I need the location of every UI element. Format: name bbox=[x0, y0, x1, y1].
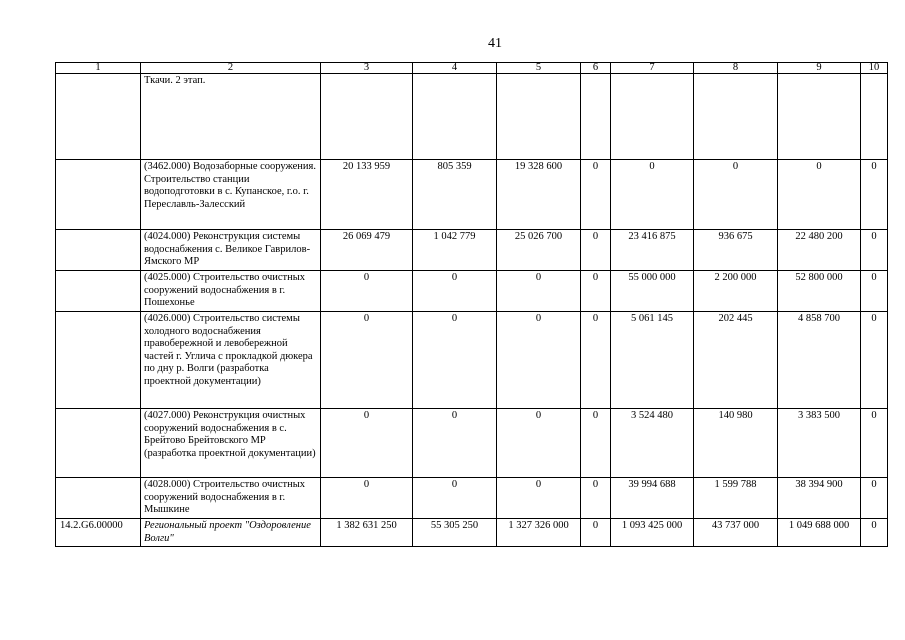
column-number: 4 bbox=[413, 63, 497, 74]
page-number: 41 bbox=[488, 36, 502, 51]
row-value: 0 bbox=[694, 160, 778, 230]
row-value: 0 bbox=[581, 478, 611, 519]
row-value bbox=[861, 74, 888, 160]
row-value: 0 bbox=[413, 271, 497, 312]
row-value: 0 bbox=[611, 160, 694, 230]
row-value: 5 061 145 bbox=[611, 312, 694, 409]
row-name: Региональный проект "Оздоровление Волги" bbox=[141, 519, 321, 547]
column-number: 9 bbox=[778, 63, 861, 74]
column-number: 3 bbox=[321, 63, 413, 74]
table-row bbox=[56, 409, 888, 478]
row-value: 0 bbox=[413, 312, 497, 409]
column-number: 8 bbox=[694, 63, 778, 74]
row-value: 0 bbox=[497, 478, 581, 519]
row-code: 14.2.G6.00000 bbox=[56, 519, 141, 547]
row-value: 805 359 bbox=[413, 160, 497, 230]
row-value: 2 200 000 bbox=[694, 271, 778, 312]
row-value: 0 bbox=[581, 230, 611, 271]
row-value: 25 026 700 bbox=[497, 230, 581, 271]
table-row bbox=[56, 271, 888, 312]
row-code bbox=[56, 230, 141, 271]
column-number: 5 bbox=[497, 63, 581, 74]
row-value: 0 bbox=[861, 409, 888, 478]
row-value: 55 305 250 bbox=[413, 519, 497, 547]
column-number: 10 bbox=[861, 63, 888, 74]
row-name: (3462.000) Водозаборные сооружения. Строительство станции водоподготовки в с. Купанское, г.о. г. Переславль-Залесский bbox=[141, 160, 321, 230]
row-name: Ткачи. 2 этап. bbox=[141, 74, 321, 160]
table-row bbox=[56, 519, 888, 547]
row-value: 0 bbox=[581, 519, 611, 547]
row-value: 3 383 500 bbox=[778, 409, 861, 478]
row-value: 0 bbox=[497, 409, 581, 478]
row-value: 1 049 688 000 bbox=[778, 519, 861, 547]
row-value: 55 000 000 bbox=[611, 271, 694, 312]
row-code bbox=[56, 478, 141, 519]
table-row bbox=[56, 74, 888, 160]
row-code bbox=[56, 271, 141, 312]
row-value: 0 bbox=[321, 271, 413, 312]
column-number: 7 bbox=[611, 63, 694, 74]
row-code bbox=[56, 160, 141, 230]
row-value: 1 599 788 bbox=[694, 478, 778, 519]
row-name: (4025.000) Строительство очистных сооружений водоснабжения в г. Пошехонье bbox=[141, 271, 321, 312]
row-value bbox=[497, 74, 581, 160]
row-value: 1 042 779 bbox=[413, 230, 497, 271]
row-value: 140 980 bbox=[694, 409, 778, 478]
column-number: 2 bbox=[141, 63, 321, 74]
row-value: 43 737 000 bbox=[694, 519, 778, 547]
row-code bbox=[56, 312, 141, 409]
row-value: 0 bbox=[778, 160, 861, 230]
row-value: 0 bbox=[321, 478, 413, 519]
row-code bbox=[56, 74, 141, 160]
table-row bbox=[56, 160, 888, 230]
row-name: (4024.000) Реконструкция системы водоснабжения с. Великое Гаврилов-Ямского МР bbox=[141, 230, 321, 271]
column-number: 1 bbox=[56, 63, 141, 74]
row-value: 1 327 326 000 bbox=[497, 519, 581, 547]
row-value bbox=[413, 74, 497, 160]
table-row bbox=[56, 312, 888, 409]
row-value: 0 bbox=[861, 160, 888, 230]
row-value: 19 328 600 bbox=[497, 160, 581, 230]
row-value: 202 445 bbox=[694, 312, 778, 409]
row-value: 1 382 631 250 bbox=[321, 519, 413, 547]
row-name: (4027.000) Реконструкция очистных сооружений водоснабжения в с. Брейтово Брейтовского МР (разработка проектной документации) bbox=[141, 409, 321, 478]
column-number: 6 bbox=[581, 63, 611, 74]
row-code bbox=[56, 409, 141, 478]
row-value: 39 994 688 bbox=[611, 478, 694, 519]
row-value bbox=[581, 74, 611, 160]
row-value: 0 bbox=[861, 271, 888, 312]
row-value: 0 bbox=[861, 230, 888, 271]
budget-table bbox=[55, 62, 888, 547]
row-value bbox=[611, 74, 694, 160]
row-value: 0 bbox=[581, 160, 611, 230]
row-value bbox=[694, 74, 778, 160]
row-value: 0 bbox=[321, 312, 413, 409]
row-value: 20 133 959 bbox=[321, 160, 413, 230]
row-value: 0 bbox=[861, 519, 888, 547]
row-name: (4028.000) Строительство очистных сооружений водоснабжения в г. Мышкине bbox=[141, 478, 321, 519]
row-value bbox=[321, 74, 413, 160]
row-value: 0 bbox=[581, 271, 611, 312]
row-value: 26 069 479 bbox=[321, 230, 413, 271]
table-row bbox=[56, 230, 888, 271]
row-value: 3 524 480 bbox=[611, 409, 694, 478]
row-value: 936 675 bbox=[694, 230, 778, 271]
row-value: 0 bbox=[321, 409, 413, 478]
row-value: 0 bbox=[581, 312, 611, 409]
table-row bbox=[56, 478, 888, 519]
row-value: 38 394 900 bbox=[778, 478, 861, 519]
row-value: 22 480 200 bbox=[778, 230, 861, 271]
row-value: 0 bbox=[413, 478, 497, 519]
row-value: 0 bbox=[861, 478, 888, 519]
row-name: (4026.000) Строительство системы холодного водоснабжения правобережной и левобережной частей г. Углича с прокладкой дюкера по дну р. Волги (разработка проектной документации) bbox=[141, 312, 321, 409]
row-value: 1 093 425 000 bbox=[611, 519, 694, 547]
row-value: 0 bbox=[497, 312, 581, 409]
row-value: 52 800 000 bbox=[778, 271, 861, 312]
row-value: 23 416 875 bbox=[611, 230, 694, 271]
row-value: 4 858 700 bbox=[778, 312, 861, 409]
row-value: 0 bbox=[413, 409, 497, 478]
row-value: 0 bbox=[581, 409, 611, 478]
row-value: 0 bbox=[861, 312, 888, 409]
row-value: 0 bbox=[497, 271, 581, 312]
column-number-row bbox=[56, 63, 888, 74]
row-value bbox=[778, 74, 861, 160]
